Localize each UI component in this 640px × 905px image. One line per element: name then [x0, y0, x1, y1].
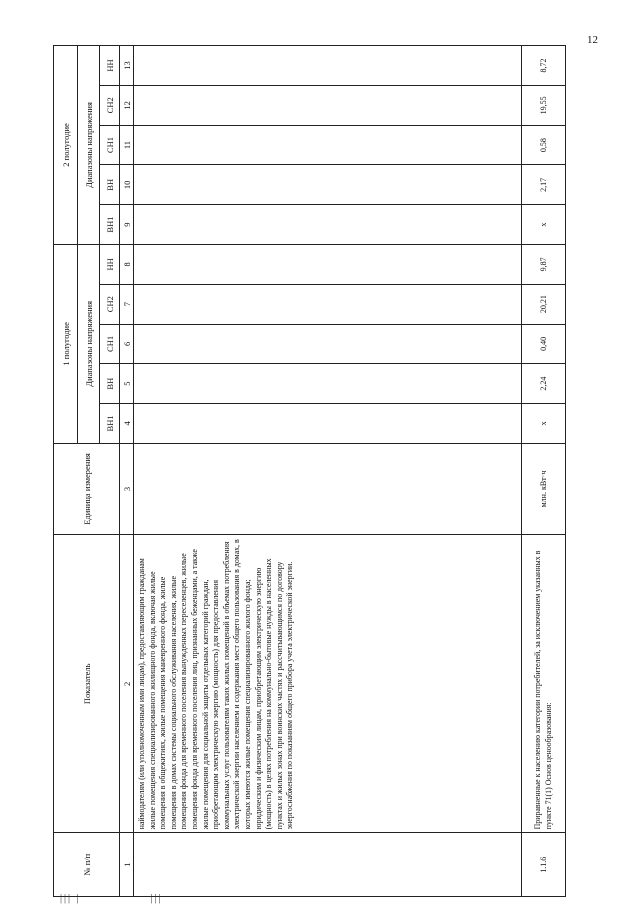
value-cell: 8,72 — [522, 46, 566, 86]
value-cell: 0,40 — [522, 324, 566, 364]
header-level: СН1 — [100, 125, 120, 165]
header-half2: 2 полугодие — [54, 46, 78, 245]
header-level: НН — [100, 244, 120, 284]
header-half1: 1 полугодие — [54, 244, 78, 443]
table-row — [134, 46, 522, 897]
value-cell: 0,58 — [522, 125, 566, 165]
header-row-num: № п/п — [54, 833, 120, 897]
col-number: 11 — [120, 125, 134, 165]
value-cell — [134, 205, 522, 245]
table-row — [522, 46, 566, 897]
value-cell — [134, 284, 522, 324]
header-unit: Единица измерения — [54, 443, 120, 534]
row-num-cell: 1.1.6 — [522, 833, 566, 897]
col-number: 7 — [120, 284, 134, 324]
indicator-cell: Приравненные к населению категории потребителей, за исключением указанных в пункте 71(1) Основ ценообразования: — [522, 535, 566, 833]
col-number: 2 — [120, 535, 134, 833]
header-indicator: Показатель — [54, 535, 120, 833]
unit-cell: млн. кВт·ч — [522, 443, 566, 534]
header-voltage-ranges-1: Диапазоны напряжения — [78, 244, 100, 443]
value-cell — [134, 364, 522, 404]
value-cell: 19,55 — [522, 85, 566, 125]
col-number: 4 — [120, 404, 134, 444]
header-voltage-ranges-2: Диапазоны напряжения — [78, 46, 100, 245]
header-level: ВН1 — [100, 205, 120, 245]
value-cell: 9,87 — [522, 244, 566, 284]
header-level: НН — [100, 46, 120, 86]
col-number: 5 — [120, 364, 134, 404]
col-number: 8 — [120, 244, 134, 284]
value-cell: 2,24 — [522, 364, 566, 404]
value-cell — [134, 404, 522, 444]
scan-marks — [60, 893, 163, 904]
col-number: 13 — [120, 46, 134, 86]
value-cell — [134, 125, 522, 165]
rotated-table-area — [53, 45, 566, 897]
header-level: ВН1 — [100, 404, 120, 444]
header-level: СН1 — [100, 324, 120, 364]
landscape-page — [53, 45, 566, 897]
header-level: ВН — [100, 364, 120, 404]
value-cell: 20,21 — [522, 284, 566, 324]
unit-cell — [134, 443, 522, 534]
col-number: 3 — [120, 443, 134, 534]
col-number: 12 — [120, 85, 134, 125]
header-level: ВН — [100, 165, 120, 205]
value-cell — [134, 85, 522, 125]
value-cell — [134, 165, 522, 205]
header-level: СН2 — [100, 284, 120, 324]
scan-mark: ||| | — [60, 893, 81, 904]
header-level: СН2 — [100, 85, 120, 125]
indicator-cell: наймодателям (или уполномоченным ими лицам), предоставляющим гражданам жилые помещения специализированного жилищного фонда, включая жилые помещения в общежитиях, жилые помещения маневренного фонда, жилые помещения в домах системы социального обслуживания населения, жилые помещения фонда для временного поселения вынужденных переселенцев, жилые помещения фонда для временного поселения лиц, признанных беженцами, а также жилые помещения для социальной защиты отдельных категорий граждан, приобретающим электрическую энергию (мощность) для предоставления коммунальных услуг пользователям таких жилых помещений в объемах потребления электрической энергии населением и содержания мест общего пользования в домах, в которых имеются жилые помещения специализированного жилого фонда; юридическим и физическим лицам, приобретающим электрическую энергию (мощность) в целях потребления на коммунально-бытовые нужды в населенных пунктах и жилых зонах при воинских частях и рассчитывающимся по договору энергоснабжения по показаниям общего прибора учета электрической энергии. — [134, 535, 522, 833]
scan-mark: ||| — [150, 893, 163, 904]
value-cell: х — [522, 404, 566, 444]
page-number: 12 — [587, 34, 598, 46]
value-cell — [134, 244, 522, 284]
col-number: 6 — [120, 324, 134, 364]
value-cell — [134, 324, 522, 364]
tariff-table — [53, 45, 566, 897]
col-number: 9 — [120, 205, 134, 245]
col-number: 1 — [120, 833, 134, 897]
value-cell: х — [522, 205, 566, 245]
col-number: 10 — [120, 165, 134, 205]
value-cell: 2,17 — [522, 165, 566, 205]
value-cell — [134, 46, 522, 86]
row-num-cell — [134, 833, 522, 897]
